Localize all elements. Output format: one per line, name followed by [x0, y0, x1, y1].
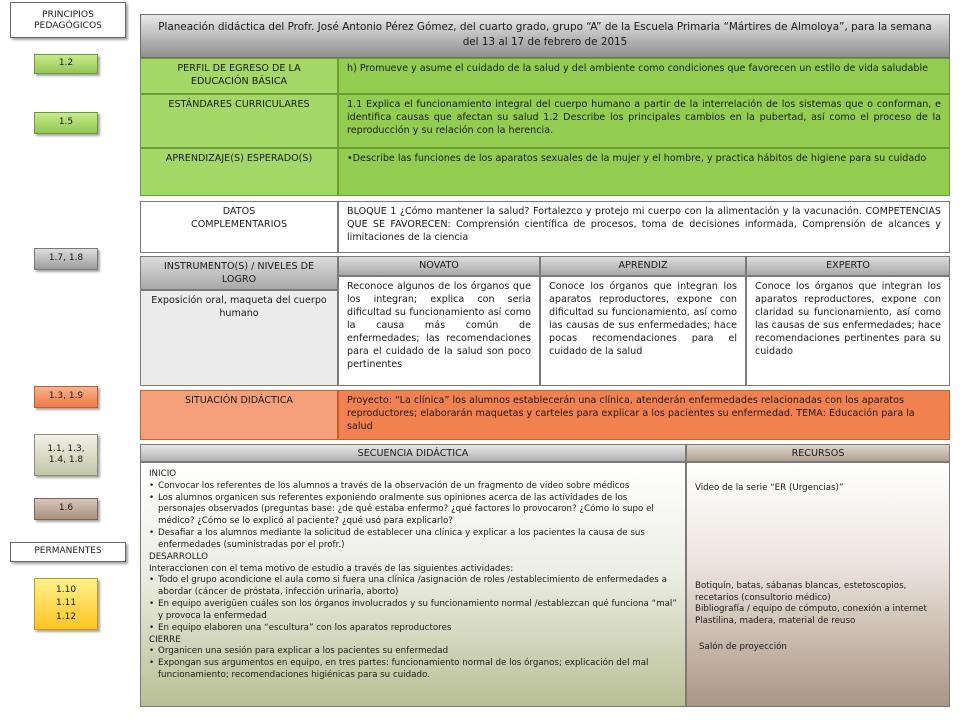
level-aprendiz-text-cell [540, 276, 746, 386]
principio-tag-2 [34, 112, 98, 134]
level-header-novato-text: NOVATO [419, 260, 459, 271]
level-header-aprendiz [540, 256, 746, 276]
level-novato-text: Reconoce algunos de los órganos que los integran; explica con seria dificultad su funcionamiento así como la causa más común de enfermedades; las recomendaciones para el cuidado de la salud son poco pertinentes [347, 281, 531, 370]
principios-pedagogicos-label [10, 2, 126, 38]
permanentes-tag [34, 578, 98, 630]
instrumento-label [140, 256, 338, 290]
principio-tag-5 [34, 434, 98, 476]
secuencia-body [140, 462, 686, 707]
principio-tag-4-text: 1.3, 1.9 [48, 391, 84, 402]
estandares-value [338, 94, 950, 148]
permanentes-text: PERMANENTES [34, 546, 102, 557]
instrumento-value [140, 290, 338, 386]
aprendizaje-value [338, 148, 950, 196]
instrumento-label-text: INSTRUMENTO(S) / NIVELES DE LOGRO [163, 261, 315, 285]
estandares-label [140, 94, 338, 148]
aprendizaje-value-text: •Describe las funciones de los aparatos sexuales de la mujer y el hombre, y practica hábitos de higiene para su cuidado [347, 153, 927, 164]
principio-tag-1-text: 1.2 [58, 58, 74, 69]
list-item: • Organicen una sesión para explicar a los pacientes su enfermedad [149, 646, 677, 658]
estandares-label-text: ESTÁNDARES CURRICULARES [168, 99, 310, 110]
list-item: • Expongan sus argumentos en equipo, en tres partes: funcionamiento normal de los órganos; explicación del mal funcionamiento; recomendaciones higiénicas para su cuidado. [149, 658, 677, 682]
recurso-video: Video de la serie “ER (Urgencias)” [695, 483, 844, 493]
list-item: • Convocar los referentes de los alumnos a través de la observación de un fragmento de video sobre médicos [149, 481, 677, 493]
level-aprendiz-text: Conoce los órganos que integran los aparatos reproductores, expone con dificultad su funcionamiento, así como las causas de sus enfermedades; hace pocas recomendaciones para el cuidado de la salud [549, 281, 737, 357]
recursos-header [686, 444, 950, 462]
aprendizaje-label-text: APRENDIZAJE(S) ESPERADO(S) [165, 153, 313, 164]
cierre-heading: CIERRE [149, 634, 181, 645]
permanentes-label [10, 542, 126, 562]
perfil-value [338, 58, 950, 94]
list-item: • Los alumnos organicen sus referentes exponiendo oralmente sus opiniones acerca de las actividades de los personajes observados (preguntas base: ¿de qué estaba enfermo? ¿qué factores lo provocaron? ¿Cómo lo supo el médico? ¿Cómo se lo explicó al paciente? ¿qué usó para explicarlo? [149, 493, 677, 528]
datos-value [338, 201, 950, 253]
principio-tag-2-text: 1.5 [58, 117, 74, 128]
datos-value-text: BLOQUE 1 ¿Cómo mantener la salud? Fortalezco y protejo mi cuerpo con la alimentación y la vacunación. COMPETENCIAS QUE SE FAVORECEN: Comprensión científica de procesos, toma de decisiones informada, Comprensión de alcances y limitaciones de la ciencia [347, 206, 941, 243]
estandares-value-text: 1.1 Explica el funcionamiento integral del cuerpo humano a partir de la interrelación de los sistemas que o conforman, e identifica causas que afectan su salud 1.2 Describe los principales cambios en la pubertad, así como el proceso de la reproducción y su relación con la herencia. [347, 99, 941, 136]
level-novato-text-cell [338, 276, 540, 386]
page-title [140, 14, 950, 58]
desarrollo-intro: Interaccionen con el tema motivo de estudio a través de las siguientes actividades: [149, 563, 514, 574]
secuencia-header-text: SECUENCIA DIDÁCTICA [357, 448, 469, 459]
list-item: • Desafiar a los alumnos mediante la solicitud de establecer una clínica y explicar a los pacientes la causa de sus enfermedades (suministradas por el profr.) [149, 528, 677, 552]
desarrollo-heading: DESARROLLO [149, 551, 208, 562]
datos-label-text: DATOS COMPLEMENTARIOS [191, 206, 288, 230]
list-item: • En equipo elaboren una “escultura” con los aparatos reproductores [149, 623, 677, 635]
permanentes-tag-text: 1.10 1.11 1.12 [56, 585, 77, 622]
page-title-text: Planeación didáctica del Profr. José Antonio Pérez Gómez, del cuarto grado, grupo “A” de la Escuela Primaria “Mártires de Almoloya”, para la semana del 13 al 17 de febrero de 2015 [158, 21, 932, 48]
recurso-item: Bibliografía / equipo de cómputo, conexión a internet [695, 604, 927, 615]
level-header-experto-text: EXPERTO [826, 260, 870, 271]
principio-tag-6 [34, 498, 98, 520]
instrumento-value-text: Exposición oral, maqueta del cuerpo humano [151, 295, 327, 319]
perfil-label [140, 58, 338, 94]
situacion-label [140, 390, 338, 440]
recursos-header-text: RECURSOS [791, 448, 845, 459]
cierre-list [149, 646, 677, 681]
list-item: • En equipo averigüen cuáles son los órganos involucrados y su funcionamiento normal /establezcan qué funciona “mal” y provoca la enfermedad [149, 599, 677, 623]
principio-tag-4 [34, 386, 98, 408]
level-header-novato [338, 256, 540, 276]
level-header-aprendiz-text: APRENDIZ [618, 260, 668, 271]
inicio-list [149, 481, 677, 552]
recursos-body [686, 462, 950, 707]
principio-tag-6-text: 1.6 [58, 503, 74, 514]
principio-tag-1 [34, 54, 98, 74]
level-experto-text-cell [746, 276, 950, 386]
principio-tag-3-text: 1.7, 1.8 [48, 253, 84, 264]
principio-tag-5-text: 1.1, 1.3, 1.4, 1.8 [47, 443, 85, 465]
desarrollo-list [149, 575, 677, 634]
inicio-heading: INICIO [149, 469, 177, 479]
situacion-label-text: SITUACIÓN DIDÁCTICA [185, 395, 293, 406]
principio-tag-3 [34, 248, 98, 270]
secuencia-header [140, 444, 686, 462]
recurso-item: Botiquín, batas, sábanas blancas, estetoscopios, recetarios (consultorio médico) [695, 580, 907, 603]
principios-text: PRINCIPIOS PEDAGÓGICOS [33, 8, 103, 31]
list-item: • Todo el grupo acondicione el aula como si fuera una clínica /asignación de roles /establecimiento de enfermedades a abordar (cáncer de próstata, infección urinaria, aborto) [149, 575, 677, 599]
level-header-experto [746, 256, 950, 276]
level-experto-text: Conoce los órganos que integran los aparatos reproductores, expone con claridad su funcionamiento, así como las causas de sus enfermedades; hace recomendaciones pertinentes para su cuidado [755, 281, 941, 357]
situacion-value-text: Proyecto: “La clínica” los alumnos establecerán una clínica, atenderán enfermedades relacionadas con los aparatos reproductores; elaborarán maquetas y carteles para explicar a los pacientes su enfermedad. TEMA: Educación para la salud [347, 395, 915, 432]
aprendizaje-label [140, 148, 338, 196]
recurso-salon: Salón de proyección [699, 642, 787, 653]
perfil-label-text: PERFIL DE EGRESO DE LA EDUCACIÓN BÁSICA [177, 63, 301, 87]
situacion-value [338, 390, 950, 440]
recurso-item: Plastilina, madera, material de reuso [695, 616, 856, 627]
datos-label [140, 201, 338, 253]
perfil-value-text: h) Promueve y asume el cuidado de la salud y del ambiente como condiciones que favorecen un estilo de vida saludable [347, 63, 929, 74]
